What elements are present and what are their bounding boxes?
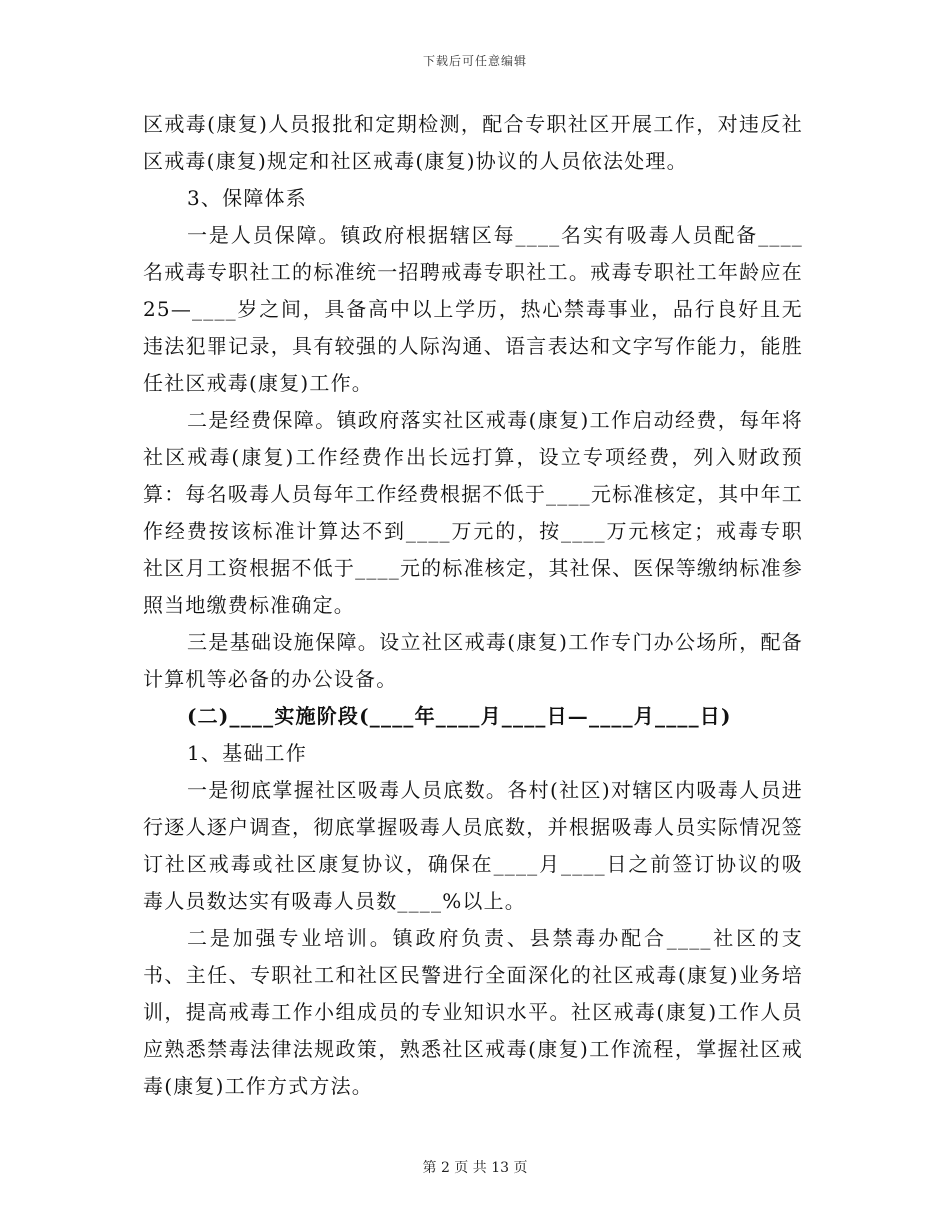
document-body <box>143 106 803 1105</box>
section-heading-safeguard-system: 3、保障体系 <box>187 186 307 210</box>
section-heading-implementation-phase: (二)____实施阶段(____年____月____日—____月____日) <box>187 704 732 728</box>
paragraph-master-drug-user-count: 一是彻底掌握社区吸毒人员底数。各村(社区)对辖区内吸毒人员进行逐人逐户调查，彻底掌握吸毒人员底数，并根据吸毒人员实际情况签订社区戒毒或社区康复协议，确保在____月____日之前签订协议的吸毒人员数达实有吸毒人员数____%以上。 <box>143 778 803 913</box>
section-heading-basic-work: 1、基础工作 <box>187 741 307 765</box>
paragraph-continuation: 区戒毒(康复)人员报批和定期检测，配合专职社区开展工作，对违反社区戒毒(康复)规定和社区戒毒(康复)协议的人员依法处理。 <box>143 112 803 173</box>
paragraph-personnel-guarantee: 一是人员保障。镇政府根据辖区每____名实有吸毒人员配备____名戒毒专职社工的标准统一招聘戒毒专职社工。戒毒专职社工年龄应在25—____岁之间，具备高中以上学历，热心禁毒事业，品行良好且无违法犯罪记录，具有较强的人际沟通、语言表达和文字写作能力，能胜任社区戒毒(康复)工作。 <box>143 223 803 395</box>
page-number-footer: 第 2 页 共 13 页 <box>422 1160 528 1176</box>
paragraph-funding-guarantee: 二是经费保障。镇政府落实社区戒毒(康复)工作启动经费，每年将社区戒毒(康复)工作经费作出长远打算，设立专项经费，列入财政预算：每名吸毒人员每年工作经费根据不低于____元标准核定，其中年工作经费按该标准计算达不到____万元的，按____万元核定；戒毒专职社区月工资根据不低于____元的标准核定，其社保、医保等缴纳标准参照当地缴费标准确定。 <box>143 408 803 617</box>
paragraph-infrastructure-guarantee: 三是基础设施保障。设立社区戒毒(康复)工作专门办公场所，配备计算机等必备的办公设备。 <box>143 630 803 691</box>
download-note-header: 下载后可任意编辑 <box>422 54 527 68</box>
paragraph-professional-training: 二是加强专业培训。镇政府负责、县禁毒办配合____社区的支书、主任、专职社工和社区民警进行全面深化的社区戒毒(康复)业务培训，提高戒毒工作小组成员的专业知识水平。社区戒毒(康复)工作人员应熟悉禁毒法律法规政策，熟悉社区戒毒(康复)工作流程，掌握社区戒毒(康复)工作方式方法。 <box>143 926 803 1098</box>
